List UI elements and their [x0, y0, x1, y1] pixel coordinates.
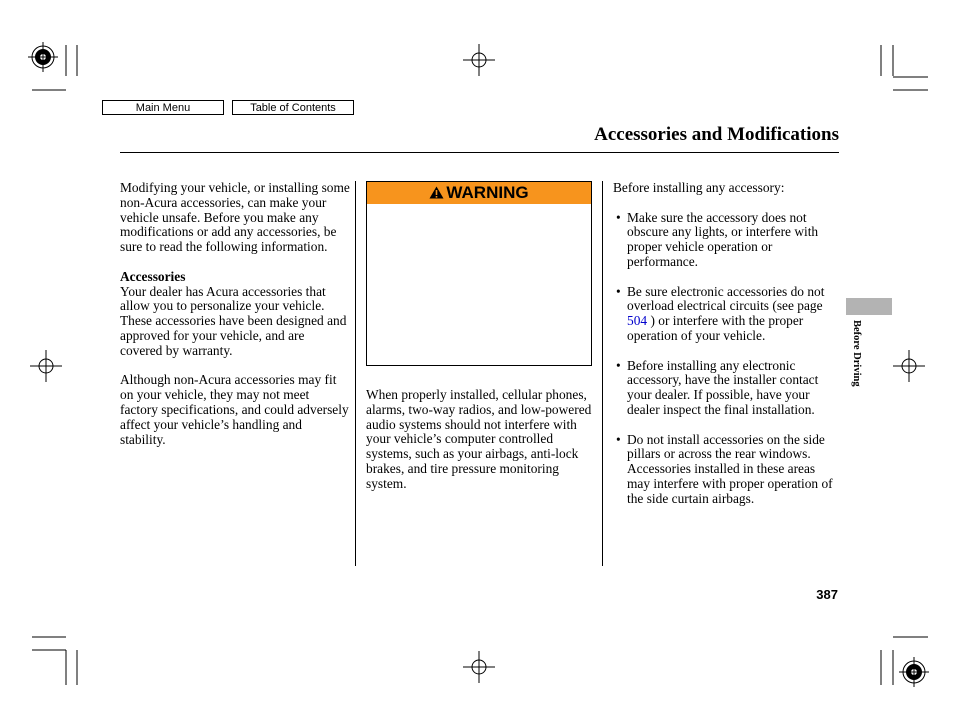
warning-header — [367, 182, 591, 204]
page-504-link[interactable]: 504 — [627, 313, 648, 329]
column-1 — [120, 181, 350, 462]
non-acura-paragraph: Although non-Acura accessories may fit on your vehicle, they may not meet factory specifications, and could adversely affect your vehicle’s handling and stability. — [120, 372, 349, 447]
table-of-contents-button[interactable]: Table of Contents — [232, 100, 354, 115]
accessories-heading: Accessories — [120, 268, 186, 284]
warning-label: WARNING — [446, 183, 529, 202]
section-tab — [846, 298, 892, 315]
before-installing-intro: Before installing any accessory: — [613, 180, 785, 195]
accessory-checklist — [613, 211, 839, 507]
intro-paragraph: Modifying your vehicle, or installing some non-Acura accessories, can make your vehicle unsafe. Before you make any modifications or add any accessories, be sure to read the following information. — [120, 180, 350, 255]
dealer-accessories-paragraph: Your dealer has Acura accessories that allow you to personalize your vehicle. These accessories have been designed and approved for your vehicle, and are covered by warranty. — [120, 283, 347, 358]
section-label: Before Driving — [851, 320, 862, 387]
main-menu-button[interactable]: Main Menu — [102, 100, 224, 115]
list-item: • Do not install accessories on the side pillars or across the rear windows. Accessories installed in these areas may interfere with proper operation of the side curtain airbags. — [613, 433, 839, 507]
column-2 — [366, 388, 598, 506]
list-item: • Be sure electronic accessories do not overload electrical circuits (see page 504 ) or interfere with the proper operation of your vehicle. — [613, 285, 839, 344]
page-title: Accessories and Modifications — [594, 124, 839, 145]
list-item: • Make sure the accessory does not obscure any lights, or interfere with proper vehicle operation or performance. — [613, 211, 839, 270]
column-3 — [613, 181, 839, 521]
cellular-paragraph: When properly installed, cellular phones, alarms, two-way radios, and low-powered audio systems should not interfere with your vehicle’s computer controlled systems, such as your airbags, anti-lock brakes, and tire pressure monitoring system. — [366, 387, 592, 491]
column-divider-2 — [602, 181, 603, 566]
list-item: • Before installing any electronic accessory, have the installer contact your dealer. If possible, have your dealer inspect the final installation. — [613, 359, 839, 418]
warning-triangle-icon — [429, 186, 444, 199]
column-divider-1 — [355, 181, 356, 566]
page-number: 387 — [816, 587, 838, 602]
header-rule — [120, 152, 839, 153]
warning-box — [366, 181, 592, 366]
